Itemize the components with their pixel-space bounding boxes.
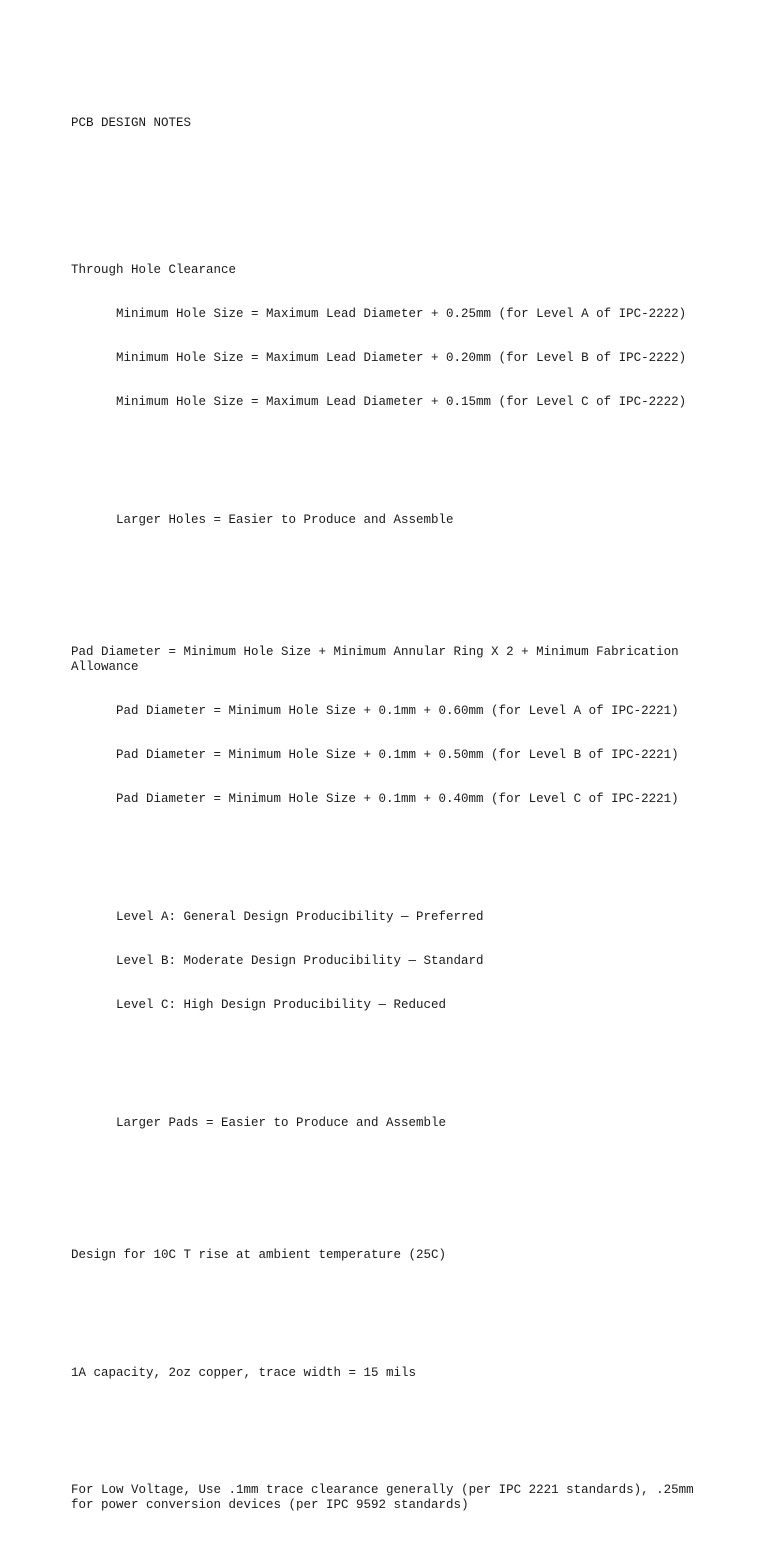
level-line: Level A: General Design Producibility — Preferred xyxy=(116,910,484,925)
page-title: PCB DESIGN NOTES xyxy=(71,116,192,131)
through-hole-line: Minimum Hole Size = Maximum Lead Diameter + 0.15mm (for Level C of IPC-2222) xyxy=(116,395,687,410)
spacer xyxy=(71,1307,711,1322)
through-hole-heading: Through Hole Clearance xyxy=(71,263,237,278)
thermal-note: Design for 10C T rise at ambient temperature (25C) xyxy=(71,1248,447,1263)
spacer xyxy=(71,454,711,469)
pad-line: Pad Diameter = Minimum Hole Size + 0.1mm + 0.60mm (for Level A of IPC-2221) xyxy=(116,704,679,719)
through-hole-line: Minimum Hole Size = Maximum Lead Diameter + 0.25mm (for Level A of IPC-2222) xyxy=(116,307,687,322)
spacer xyxy=(71,851,711,866)
through-hole-line: Minimum Hole Size = Maximum Lead Diameter + 0.20mm (for Level B of IPC-2222) xyxy=(116,351,687,366)
level-line: Level B: Moderate Design Producibility — Standard xyxy=(116,954,484,969)
pad-line: Pad Diameter = Minimum Hole Size + 0.1mm + 0.50mm (for Level B of IPC-2221) xyxy=(116,748,679,763)
spacer xyxy=(71,1057,711,1072)
document-body xyxy=(71,72,711,1557)
pad-note: Larger Pads = Easier to Produce and Assemble xyxy=(116,1115,447,1130)
pad-line: Pad Diameter = Minimum Hole Size + 0.1mm + 0.40mm (for Level C of IPC-2221) xyxy=(116,792,679,807)
level-line: Level C: High Design Producibility — Reduced xyxy=(116,998,447,1013)
spacer xyxy=(71,1425,711,1440)
low-voltage-note: For Low Voltage, Use .1mm trace clearance generally (per IPC 2221 standards), .25mm for power conversion devices (per IPC 9592 standards) xyxy=(71,1483,702,1513)
trace-capacity-note: 1A capacity, 2oz copper, trace width = 15 mils xyxy=(71,1365,417,1380)
spacer xyxy=(71,1175,711,1204)
spacer xyxy=(71,572,711,601)
pad-heading: Pad Diameter = Minimum Hole Size + Minimum Annular Ring X 2 + Minimum Fabrication Allowance xyxy=(71,645,687,675)
through-hole-note: Larger Holes = Easier to Produce and Assemble xyxy=(116,513,454,528)
spacer xyxy=(71,175,711,219)
